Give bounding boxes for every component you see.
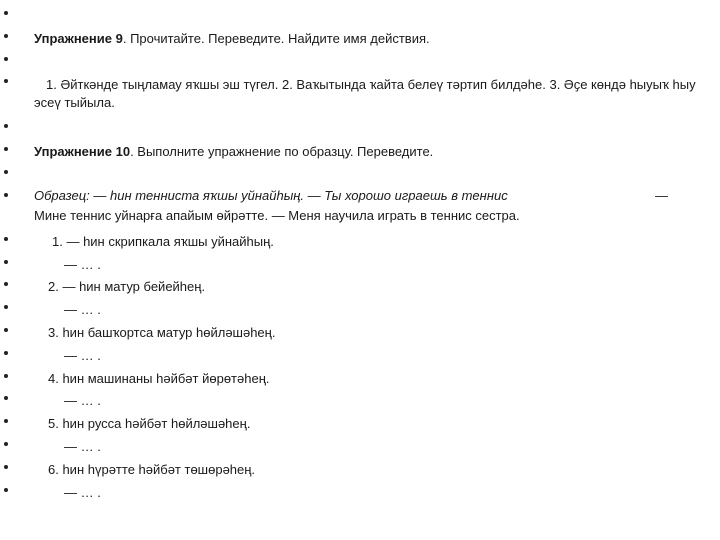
sample-text-1: — һин тенниста яҡшы уйнайһың. — Ты хорошо играешь в теннис [89, 187, 508, 203]
list-item [0, 275, 720, 298]
bullet-dot [4, 374, 8, 378]
bullet-dot [4, 488, 8, 492]
sample-line-2: Мине теннис уйнарға апайым өйрәтте. — Меня научила играть в теннис сестра. [34, 207, 520, 223]
task-answer: — … . [64, 438, 101, 454]
list-item [0, 435, 720, 458]
exercise9-title: Упражнение 9 [34, 30, 123, 46]
bullet-dot [4, 351, 8, 355]
task-answer: — … . [64, 484, 101, 500]
list-item [0, 163, 720, 186]
list-item [0, 367, 720, 390]
list-item [0, 117, 720, 140]
bullet-dot [4, 11, 8, 15]
list-item [0, 412, 720, 435]
list-item [0, 186, 720, 230]
list-item [0, 458, 720, 481]
task-answer: — … . [64, 393, 101, 409]
list-item [0, 72, 720, 117]
bullet-dot [4, 465, 8, 469]
task-answer: — … . [64, 347, 101, 363]
exercise9-sentences: 1. Әйткәнде тыңламау яҡшы эш түгел. 2. Ваҡытында ҡайта белеү тәртип билдәһе. 3. Әҫе көндә һыуыҡ һыу эсеү тыйыла. [34, 77, 696, 111]
list-item [0, 253, 720, 276]
bullet-dot [4, 282, 8, 286]
list-item [0, 321, 720, 344]
list-item [0, 389, 720, 412]
bullet-dot [4, 260, 8, 264]
bullet-dot [4, 57, 8, 61]
task-question: 2. — һин матур бейейһең. [48, 279, 206, 295]
sample-trailing-dash: — [655, 187, 668, 203]
bullet-dot [4, 396, 8, 400]
bullet-dot [4, 328, 8, 332]
task-question: 6. һин һүрәтте һәйбәт төшөрәһең. [48, 461, 256, 477]
bullet-dot [4, 147, 8, 151]
task-question: 3. һин башҡортса матур һөйләшәһең. [48, 324, 276, 340]
bullet-dot [4, 170, 8, 174]
sample-line-1 [34, 185, 700, 206]
exercise10-title: Упражнение 10 [34, 144, 131, 160]
list-item [0, 4, 720, 27]
bullet-dot [4, 419, 8, 423]
task-question: 4. һин машинаны һәйбәт йөрөтәһең. [48, 370, 270, 386]
bullet-dot [4, 34, 8, 38]
exercise10-instruction: . Выполните упражнение по образцу. Переведите. [130, 144, 434, 160]
bullet-dot [4, 237, 8, 241]
list-item [0, 230, 720, 253]
sample-label: Образец: [34, 187, 90, 203]
list-item [0, 298, 720, 321]
exercise10-heading [34, 141, 700, 162]
bullet-dot [4, 305, 8, 309]
task-answer: — … . [64, 256, 101, 272]
list-item [0, 27, 720, 50]
exercise9-heading [34, 28, 700, 49]
list-item [0, 50, 720, 73]
task-question: 1. — һин скрипкала яҡшы уйнайһың. [52, 233, 274, 249]
bullet-dot [4, 79, 8, 83]
task-question: 5. һин русса һәйбәт һөйләшәһең. [48, 416, 251, 432]
bullet-list [0, 4, 720, 503]
list-item [0, 344, 720, 367]
bullet-dot [4, 124, 8, 128]
list-item [0, 481, 720, 504]
bullet-dot [4, 193, 8, 197]
exercise9-instruction: . Прочитайте. Переведите. Найдите имя действия. [122, 30, 430, 46]
task-answer: — … . [64, 302, 101, 318]
bullet-dot [4, 442, 8, 446]
list-item [0, 140, 720, 163]
